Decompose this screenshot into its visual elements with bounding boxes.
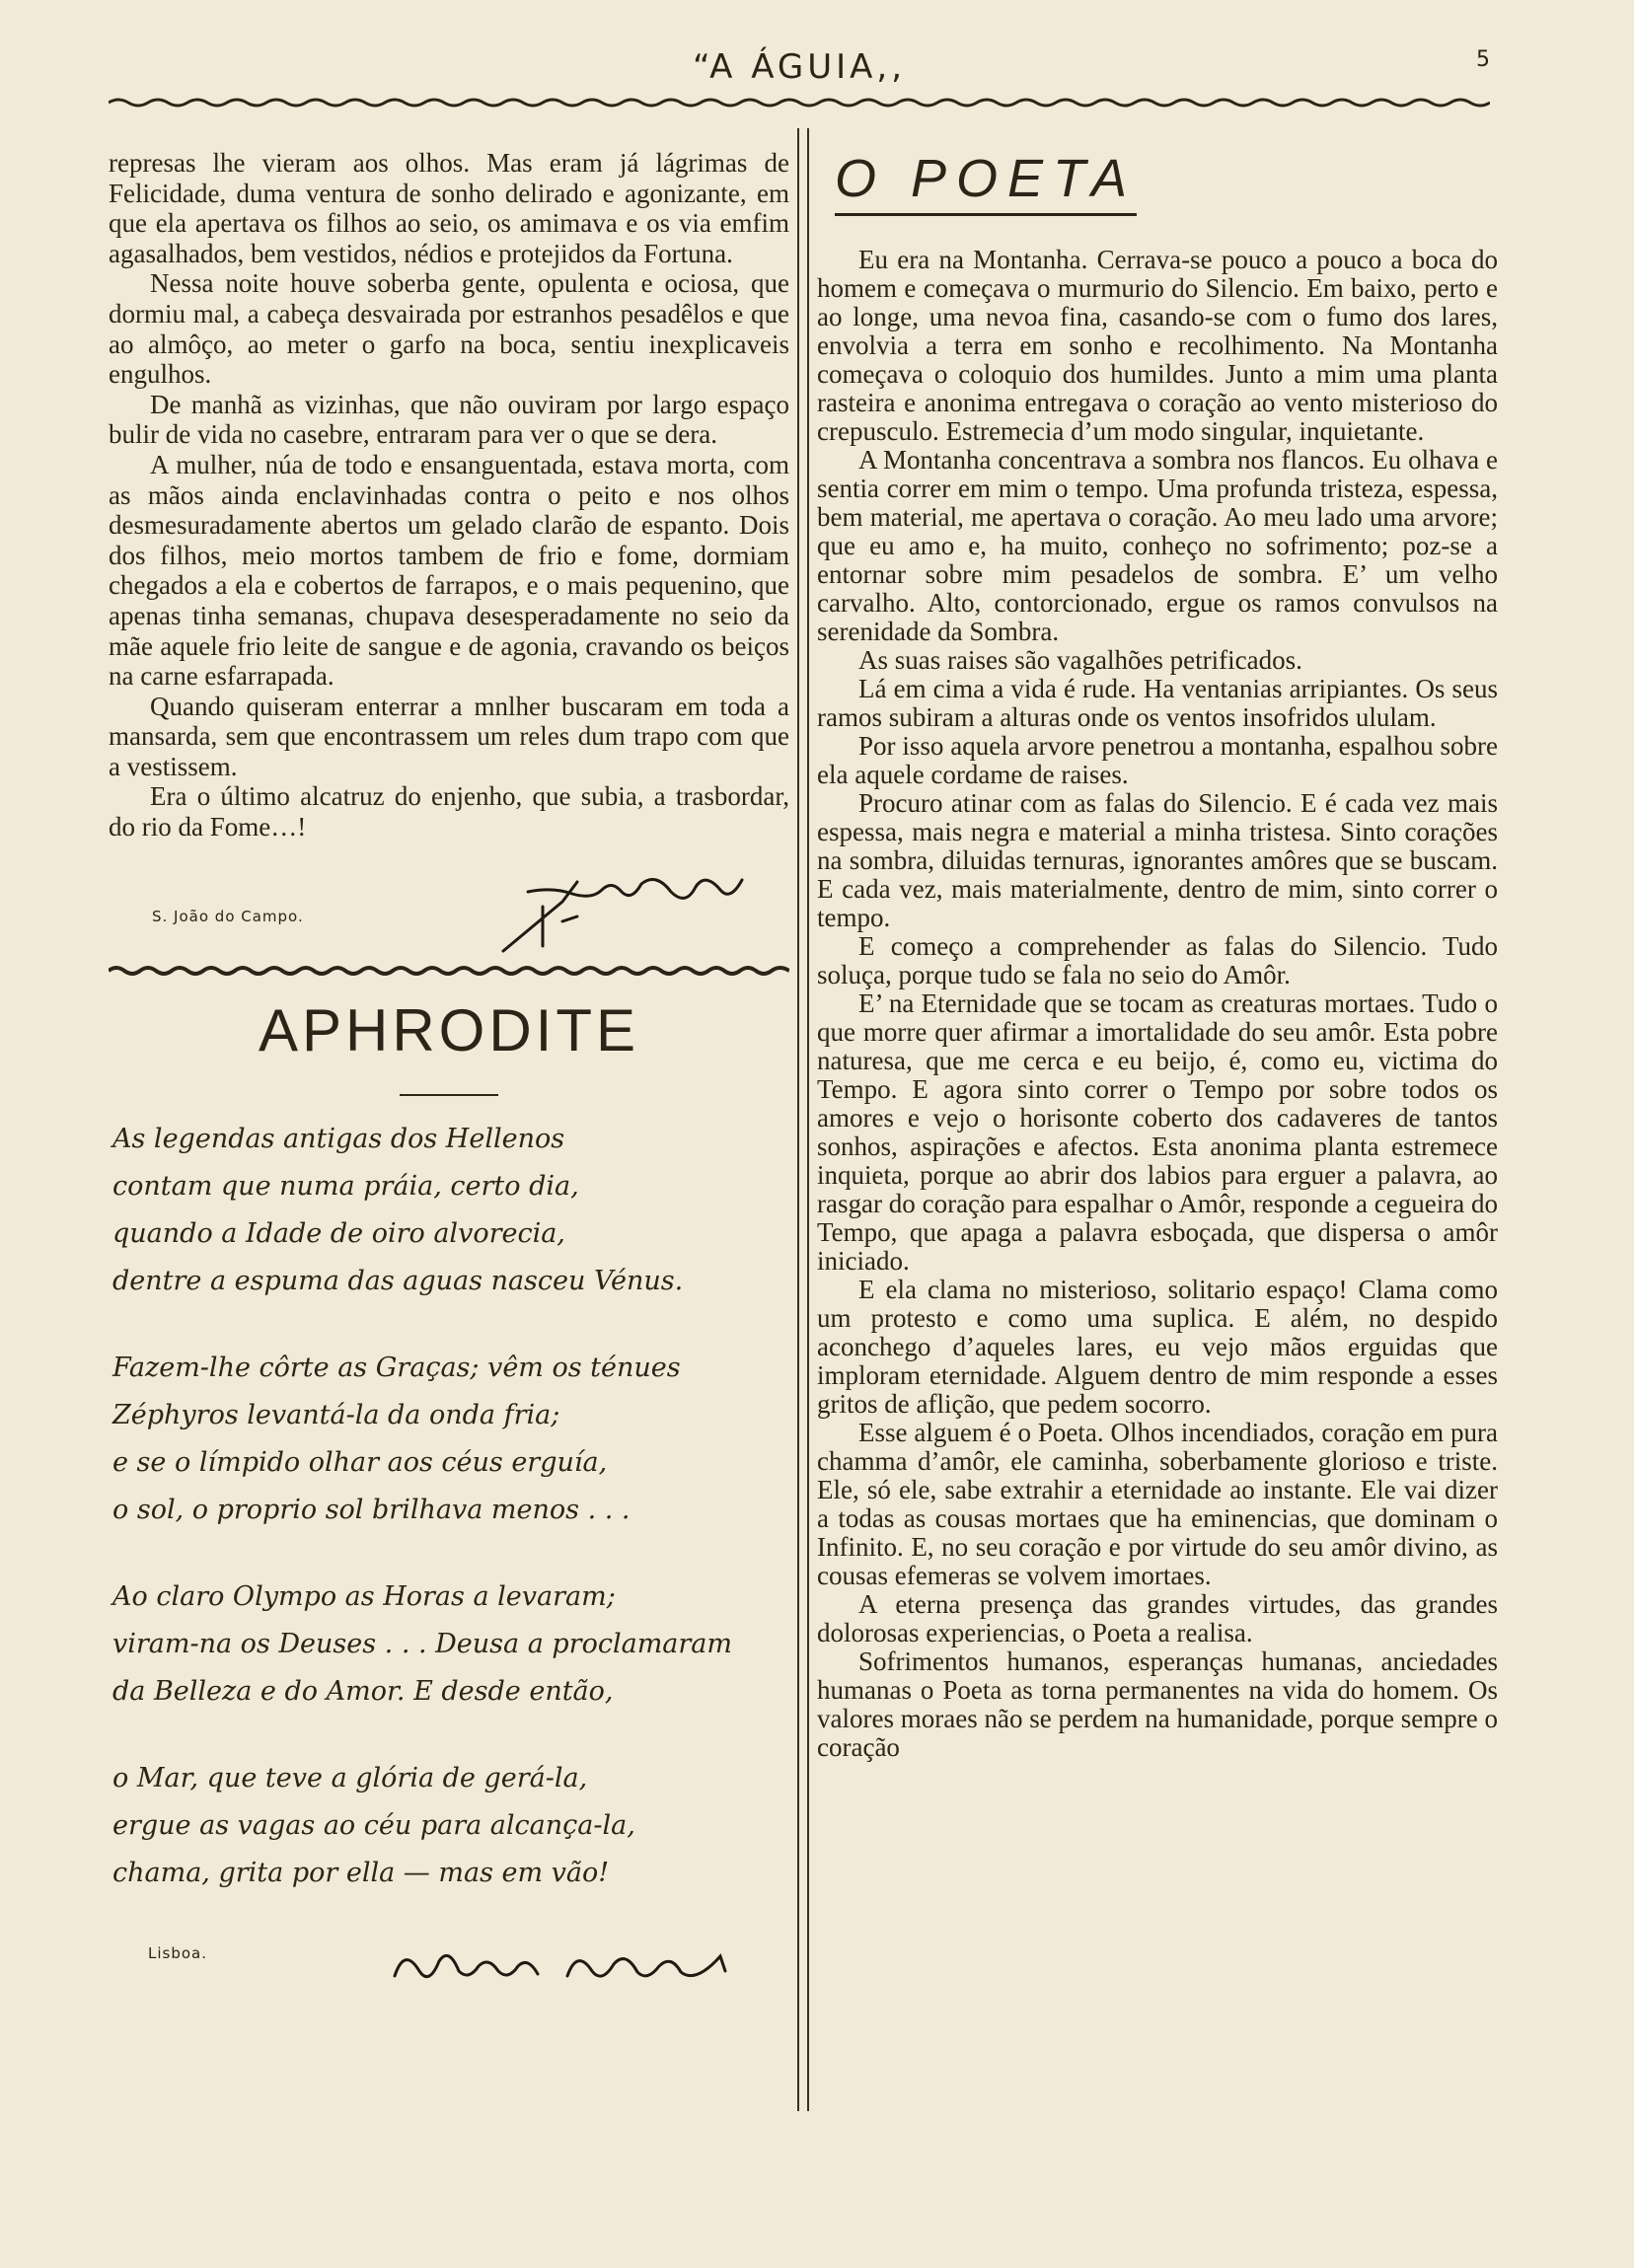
paragraph: Eu era na Montanha. Cerrava-se pouco a pouco a boca do homem e começava o murmurio do Silencio. Em baixo, perto e ao longe, uma nevoa fina, casando-se com o fumo dos lares, envolvia a terra em sonho e recolhimento. Na Montanha começava o coloquio dos humildes. Junto a mim uma planta rasteira e anonima entregava o coração ao vento misterioso do crepusculo. Estremecia d’um modo singular, inquietante. [817,245,1498,446]
paragraph: Por isso aquela arvore penetrou a montanha, espalhou sobre ela aquele cordame de raises. [817,731,1498,789]
poem-signature-place: Lisboa. [148,1943,207,1962]
verse-line: da Belleza e do Amor. E desde então, [112,1675,614,1707]
verse-line: ergue as vagas ao céu para alcança-la, [112,1809,635,1841]
paragraph: Sofrimentos humanos, esperanças humanas, anciedades humanas o Poeta as torna permanentes na vida do homem. Os valores moraes não se perdem na humanidade, porque sempre o coração [817,1646,1498,1762]
title-rule [400,1094,498,1096]
poem [109,1116,789,1897]
story-ending [109,148,789,842]
right-column [817,148,1498,1762]
verse-line: As legendas antigas dos Hellenos [112,1123,565,1154]
article-body [817,246,1498,1762]
verse-line: o sol, o proprio sol brilhava menos . . . [112,1494,631,1525]
verse-line: dentre a espuma das aguas nasceu Vénus. [112,1265,684,1296]
paragraph: A eterna presença das grandes virtudes, das grandes dolorosas experiencias, o Poeta a realisa. [817,1589,1498,1647]
poem-signature-block [109,1927,789,1996]
column-divider [797,128,809,2111]
handwritten-signature [385,1927,740,1996]
handwritten-signature [483,862,770,961]
journal-title: “A ÁGUIA,, [692,47,907,87]
verse-line: Zéphyros levantá-la da onda fria; [112,1399,560,1430]
verse-line: chama, grita por ella — mas em vão! [112,1857,610,1888]
header-wavy-rule [109,97,1490,109]
stanza [112,1573,789,1716]
paragraph: Procuro atinar com as falas do Silencio. E é cada vez mais espessa, mais negra e material a minha tristesa. Sinto corações na sombra, diluidas ternuras, ignorantes amôres que se buscam. E cada vez, mais materialmente, dentro de mim, sinto correr o tempo. [817,788,1498,932]
verse-line: viram-na os Deuses . . . Deusa a proclamaram [112,1628,733,1659]
stanza [112,1345,789,1534]
paragraph: As suas raises são vagalhões petrificados. [858,645,1302,675]
paragraph: Lá em cima a vida é rude. Ha ventanias arripiantes. Os seus ramos subiram a alturas onde os ventos insofridos ululam. [817,674,1498,732]
section-wavy-rule [109,965,789,977]
paragraph: A mulher, núa de todo e ensanguentada, estava morta, com as mãos ainda enclavinhadas contra o peito e nos olhos desmesuradamente abertos um gelado clarão de espanto. Dois dos filhos, meio mortos tambem de frio e fome, dormiam chegados a ela e cobertos de farrapos, e o mais pequenino, que apenas tinha semanas, chupava desesperadamente no seio da mãe aquele frio leite de sangue e de agonia, cravando os beiços na carne esfarrapada. [109,449,789,692]
signature-block [109,862,789,961]
paragraph: Quando quiseram enterrar a mnlher buscaram em toda a mansarda, sem que encontrassem um reles dum trapo com que a vestissem. [109,691,789,781]
stanza [112,1116,789,1305]
stanza [112,1755,789,1897]
paragraph: Esse alguem é o Poeta. Olhos incendiados, coração em pura chamma d’amôr, ele caminha, soberbamente glorioso e triste. Ele, só ele, sabe extrahir a eternidade ao instante. Ele vai dizer a todas as cousas mortaes que ha eminencias, que dominam o Infinito. E, no seu coração e por virtude do seu amôr divino, as cousas efemeras se volvem imortaes. [817,1418,1498,1590]
paragraph: E começo a comprehender as falas do Silencio. Tudo soluça, porque tudo se fala no seio do Amôr. [817,931,1498,989]
verse-line: o Mar, que teve a glória de gerá-la, [112,1762,588,1793]
verse-line: Ao claro Olympo as Horas a levaram; [112,1580,616,1612]
page-number: 5 [1476,47,1490,72]
paragraph: Nessa noite houve soberba gente, opulenta e ociosa, que dormiu mal, a cabeça desvairada por estranhos pesadêlos e que ao almôço, ao meter o garfo na boca, sentiu inexplicaveis engulhos. [109,268,789,390]
verse-line: Fazem-lhe côrte as Graças; vêm os ténues [112,1352,681,1383]
verse-line: contam que numa práia, certo dia, [112,1170,579,1202]
signature-place: S. João do Campo. [152,907,304,925]
left-column [109,148,789,1996]
paragraph: De manhã as vizinhas, que não ouviram por largo espaço bulir de vida no casebre, entraram para ver o que se dera. [109,389,789,450]
running-header [109,39,1490,99]
verse-line: quando a Idade de oiro alvorecia, [112,1217,565,1249]
paragraph: Era o último alcatruz do enjenho, que subia, a trasbordar, do rio da Fome…! [109,781,789,842]
paragraph: E’ na Eternidade que se tocam as creaturas mortaes. Tudo o que morre quer afirmar a imortalidade do seu amôr. Esta pobre naturesa, que me cerca e eu beijo, é, como eu, victima do Tempo. E agora sinto correr o Tempo por sobre todos os amores e vejo o horisonte coberto dos cadaveres de tantos sonhos, aspirações e afectos. Esta anonima planta estremece inquieta, porque ao abrir dos labios para erguer a palavra, ao rasgar do coração para espalhar o Amôr, responde a cegueira do Tempo, que apaga a palavra esboçada, que dispersa o amôr iniciado. [817,988,1498,1276]
article-title: O POETA [835,148,1137,216]
paragraph: represas lhe vieram aos olhos. Mas eram já lágrimas de Felicidade, duma ventura de sonho delirado e agonizante, em que ela apertava os filhos ao seio, os amimava e os via emfim agasalhados, bem vestidos, nédios e protejidos da Fortuna. [109,148,789,268]
paragraph: A Montanha concentrava a sombra nos flancos. Eu olhava e sentia correr em mim o tempo. Uma profunda tristeza, espessa, bem material, me apertava o coração. Ao meu lado uma arvore; que eu amo e, ha muito, conheço no sofrimento; poz-se a entornar sobre mim pesadelos de sombra. E’ um velho carvalho. Alto, contorcionado, ergue os ramos convulsos na serenidade da Sombra. [817,445,1498,646]
poem-title: APHRODITE [258,996,640,1063]
verse-line: e se o límpido olhar aos céus erguía, [112,1446,608,1478]
paragraph: E ela clama no misterioso, solitario espaço! Clama como um protesto e como uma suplica. E além, no despido aconchego d’aqueles lares, eu vejo mãos erguidas que imploram eternidade. Alguem dentro de mim responde a esses gritos de aflição, que pedem socorro. [817,1275,1498,1419]
